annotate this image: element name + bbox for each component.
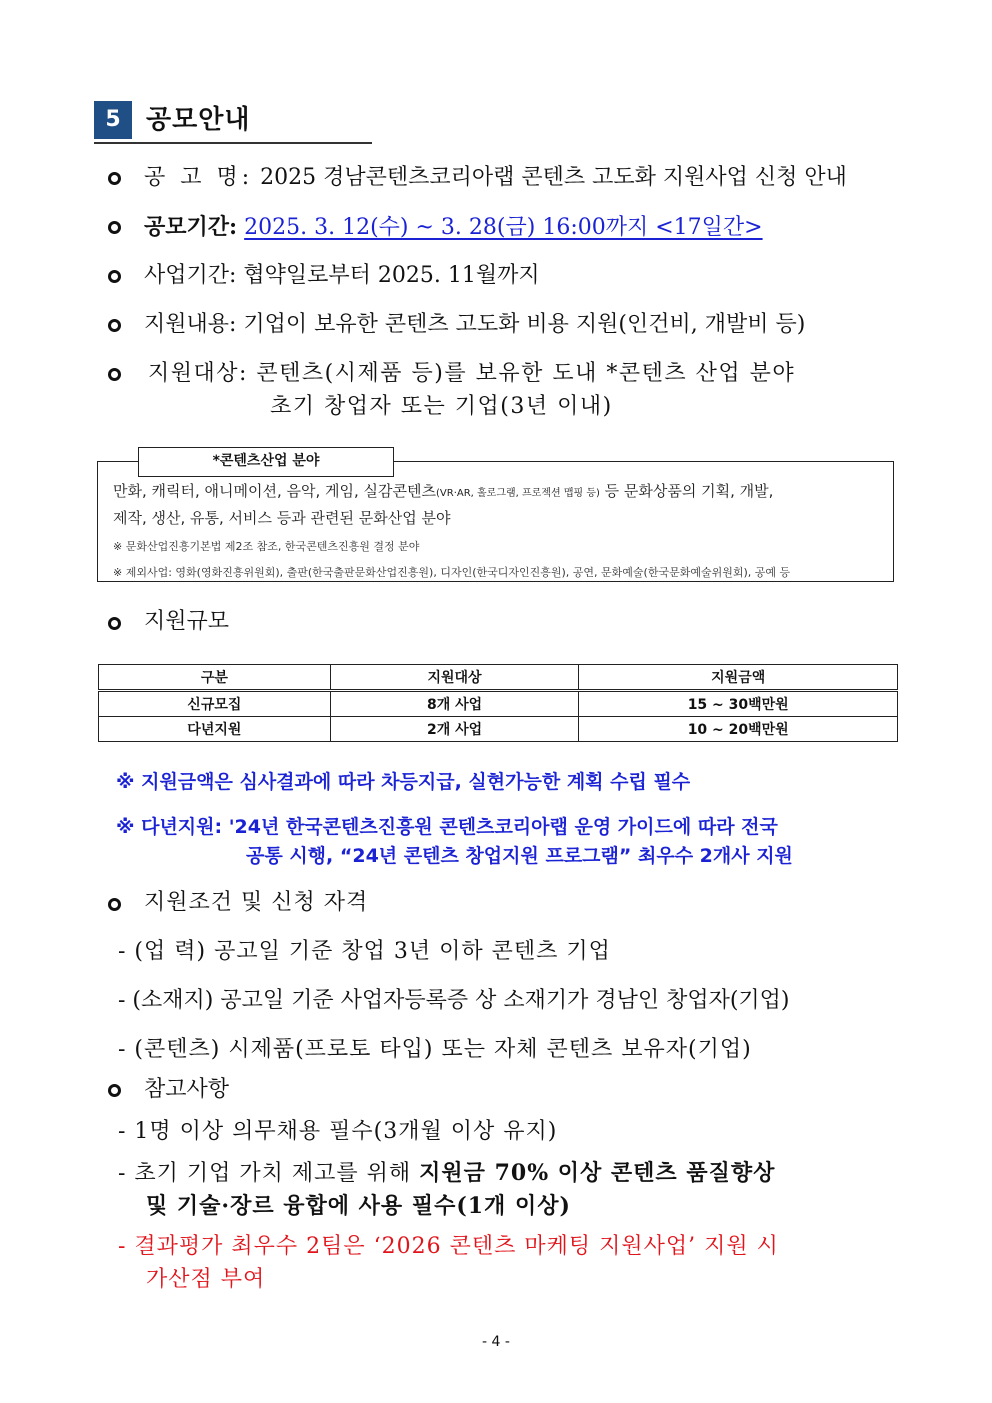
box-line-2: 제작, 생산, 유통, 서비스 등과 관련된 문화산업 분야 (113, 509, 451, 527)
reference-item2-bold: 지원금 70% 이상 콘텐츠 품질향상 (419, 1160, 776, 1186)
notice-line (144, 163, 847, 193)
target-value: 콘텐츠(시제품 등)를 보유한 도내 *콘텐츠 산업 분야 (256, 361, 796, 386)
table-cell: 다년지원 (99, 717, 331, 742)
bullet-icon (108, 270, 121, 283)
condition-item: - (소재지) 공고일 기준 사업자등록증 상 소재기가 경남인 창업자(기업) (118, 988, 790, 1013)
multi-year-note-cont: 공통 시행, “24년 콘텐츠 창업지원 프로그램” 최우수 2개사 지원 (246, 845, 793, 867)
notice-label: 공 고 명: (144, 165, 254, 190)
condition-item: - (업 력) 공고일 기준 창업 3년 이하 콘텐츠 기업 (118, 939, 611, 964)
project-line (144, 261, 540, 291)
table-header: 구분 (99, 665, 331, 691)
table-header-row (99, 665, 898, 691)
support-scale-table (98, 664, 898, 742)
project-value: 협약일로부터 2025. 11월까지 (243, 263, 540, 288)
reference-item3: - 결과평가 최우수 2팀은 ‘2026 콘텐츠 마케팅 지원사업’ 지원 시 (118, 1234, 779, 1259)
bullet-icon (108, 1084, 121, 1097)
table-cell: 15 ~ 30백만원 (579, 691, 898, 717)
bullet-icon (108, 221, 121, 234)
bullet-icon (108, 172, 121, 185)
target-label: 지원대상: (148, 361, 248, 386)
reference-heading: 참고사항 (144, 1077, 230, 1102)
content-value: 기업이 보유한 콘텐츠 고도화 비용 지원(인건비, 개발비 등) (243, 312, 806, 337)
reference-item2-cont: 및 기술·장르 융합에 사용 필수(1개 이상) (146, 1193, 571, 1219)
bullet-icon (108, 368, 121, 381)
content-label: 지원내용: (144, 312, 237, 337)
table-cell: 신규모집 (99, 691, 331, 717)
reference-item3-cont: 가산점 부여 (146, 1267, 266, 1292)
reference-item: - 1명 이상 의무채용 필수(3개월 이상 유지) (118, 1119, 558, 1144)
section-number: 5 (94, 101, 132, 139)
period-line (144, 212, 763, 243)
table-cell: 2개 사업 (330, 717, 579, 742)
period-label: 공모기간: (144, 214, 238, 240)
box-note-1: ※ 문화산업진흥기본법 제2조 참조, 한국콘텐츠진흥원 결정 분야 (113, 540, 420, 553)
reference-item (118, 1158, 775, 1189)
box-line-1 (113, 480, 773, 501)
bullet-icon (108, 898, 121, 911)
box-note-2: ※ 제외사업: 영화(영화진흥위원회), 출판(한국출판문화산업진흥원), 디자인(한국디자인진흥원), 공연, 문화예술(한국문화예술위원회), 공예 등 (113, 566, 791, 579)
support-amount-note: ※ 지원금액은 심사결과에 따라 차등지급, 실현가능한 계획 수립 필수 (116, 771, 691, 793)
bullet-icon (108, 617, 121, 630)
bullet-icon (108, 319, 121, 332)
table-row (99, 691, 898, 717)
table-cell: 8개 사업 (330, 691, 579, 717)
content-industry-tab: *콘텐츠산업 분야 (138, 447, 394, 477)
section-title: 공모안내 (146, 105, 251, 135)
project-label: 사업기간: (144, 263, 237, 288)
table-header: 지원금액 (579, 665, 898, 691)
target-value-cont: 초기 창업자 또는 기업(3년 이내) (270, 394, 613, 419)
content-line (144, 310, 805, 340)
section-divider (94, 142, 372, 144)
scale-heading: 지원규모 (144, 609, 230, 634)
table-cell: 10 ~ 20백만원 (579, 717, 898, 742)
box-line-1a: 만화, 캐릭터, 애니메이션, 음악, 게임, 실감콘텐츠 (113, 482, 436, 500)
condition-item: - (콘텐츠) 시제품(프로토 타입) 또는 자체 콘텐츠 보유자(기업) (118, 1037, 752, 1062)
page-number: - 4 - (482, 1334, 510, 1350)
reference-item2-plain: - 초기 기업 가치 제고를 위해 (118, 1161, 420, 1186)
multi-year-note: ※ 다년지원: '24년 한국콘텐츠진흥원 콘텐츠코리아랩 운영 가이드에 따라 전국 (116, 816, 778, 838)
period-value: 2025. 3. 12(수) ~ 3. 28(금) 16:00까지 <17일간> (244, 215, 763, 240)
table-row (99, 717, 898, 742)
target-line (148, 359, 795, 389)
conditions-heading: 지원조건 및 신청 자격 (144, 890, 369, 915)
box-line-1b: 등 문화상품의 기획, 개발, (599, 482, 774, 500)
box-line-1-small: (VR·AR, 홀로그램, 프로젝션 맵핑 등) (436, 488, 600, 499)
notice-value: 2025 경남콘텐츠코리아랩 콘텐츠 고도화 지원사업 신청 안내 (260, 165, 847, 190)
table-header: 지원대상 (330, 665, 579, 691)
